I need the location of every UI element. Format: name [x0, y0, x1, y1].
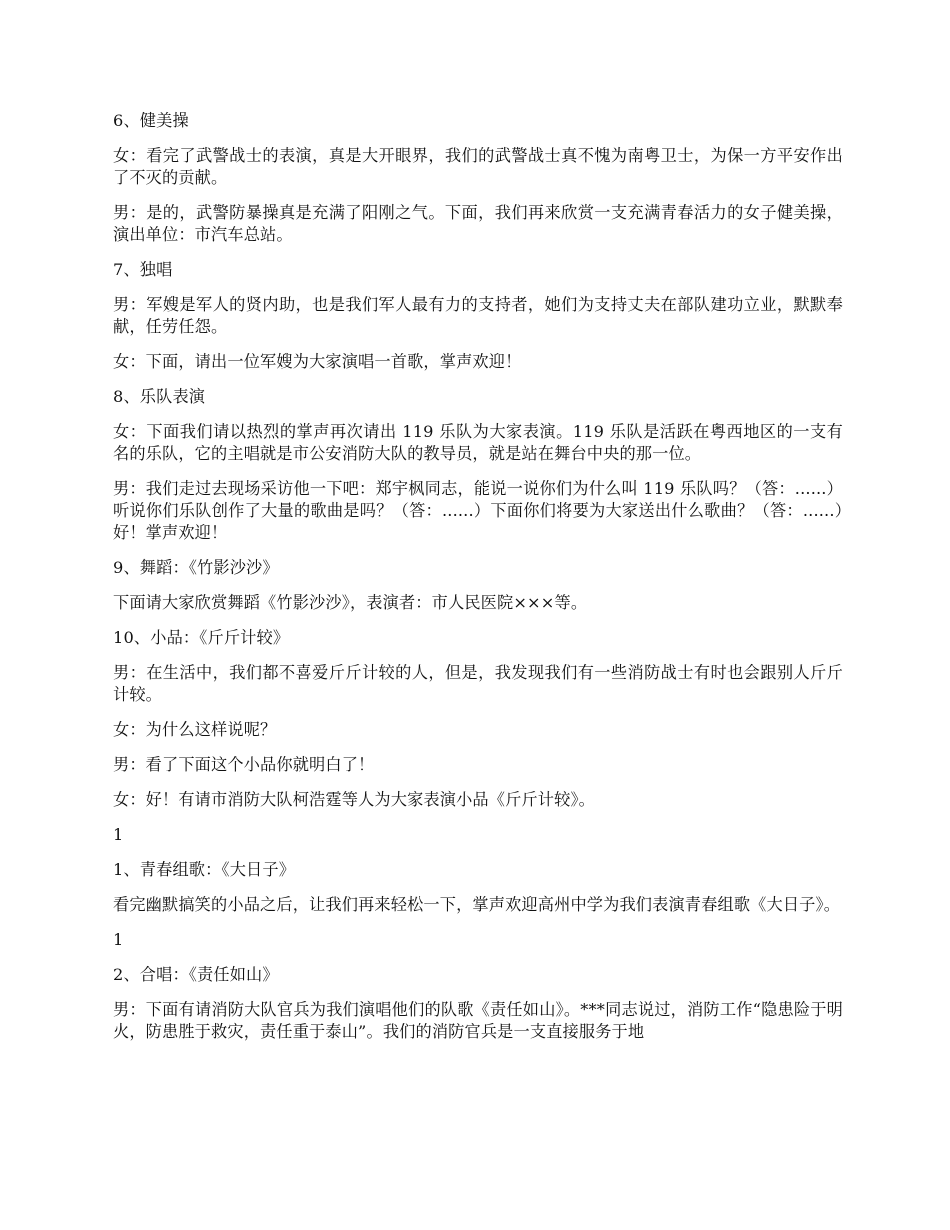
- section-heading-7: 7、独唱: [113, 260, 173, 279]
- dialogue-paragraph: 看完幽默搞笑的小品之后，让我们再来轻松一下，掌声欢迎高州中学为我们表演青春组歌《大日子》。: [113, 895, 841, 914]
- dialogue-paragraph: 男：下面有请消防大队官兵为我们演唱他们的队歌《责任如山》。***同志说过，消防工作“隐患险于明火，防患胜于救灾，责任重于泰山”。我们的消防官兵是一支直接服务于地: [113, 1000, 843, 1041]
- page-number-marker: 1: [113, 825, 124, 844]
- section-heading-6: 6、健美操: [113, 111, 189, 130]
- dialogue-paragraph: 女：为什么这样说呢？: [113, 720, 277, 739]
- dialogue-paragraph: 男：是的，武警防暴操真是充满了阳刚之气。下面，我们再来欣赏一支充满青春活力的女子健美操，演出单位：市汽车总站。: [113, 203, 843, 244]
- section-heading-2: 2、合唱：《责任如山》: [113, 965, 279, 984]
- section-heading-1: 1、青春组歌：《大日子》: [113, 860, 296, 879]
- dialogue-paragraph: 男：看了下面这个小品你就明白了！: [113, 755, 375, 774]
- document-body: [113, 110, 843, 1056]
- section-heading-9: 9、舞蹈：《竹影沙沙》: [113, 558, 279, 577]
- page-number-marker: 1: [113, 930, 124, 949]
- dialogue-paragraph: 女：下面我们请以热烈的掌声再次请出 119 乐队为大家表演。119 乐队是活跃在粤西地区的一支有名的乐队，它的主唱就是市公安消防大队的教导员，就是站在舞台中央的那一位。: [113, 422, 843, 463]
- dialogue-paragraph: 女：看完了武警战士的表演，真是大开眼界，我们的武警战士真不愧为南粤卫士，为保一方平安作出了不灭的贡献。: [113, 146, 843, 187]
- dialogue-paragraph: 男：军嫂是军人的贤内助，也是我们军人最有力的支持者，她们为支持丈夫在部队建功立业，默默奉献，任劳任怨。: [113, 295, 843, 336]
- dialogue-paragraph: 男：我们走过去现场采访他一下吧：郑宇枫同志，能说一说你们为什么叫 119 乐队吗？（答：......）听说你们乐队创作了大量的歌曲是吗？（答：......）下面你们将要为大家送出什么歌曲？（答：......）好！掌声欢迎！: [113, 479, 843, 542]
- dialogue-paragraph: 男：在生活中，我们都不喜爱斤斤计较的人，但是，我发现我们有一些消防战士有时也会跟别人斤斤计较。: [113, 663, 843, 704]
- dialogue-paragraph: 女：下面，请出一位军嫂为大家演唱一首歌，掌声欢迎！: [113, 352, 522, 371]
- section-heading-8: 8、乐队表演: [113, 387, 206, 406]
- dialogue-paragraph: 女：好！有请市消防大队柯浩霆等人为大家表演小品《斤斤计较》。: [113, 790, 596, 809]
- section-heading-10: 10、小品：《斤斤计较》: [113, 628, 290, 647]
- dialogue-paragraph: 下面请大家欣赏舞蹈《竹影沙沙》，表演者：市人民医院×××等。: [113, 593, 588, 612]
